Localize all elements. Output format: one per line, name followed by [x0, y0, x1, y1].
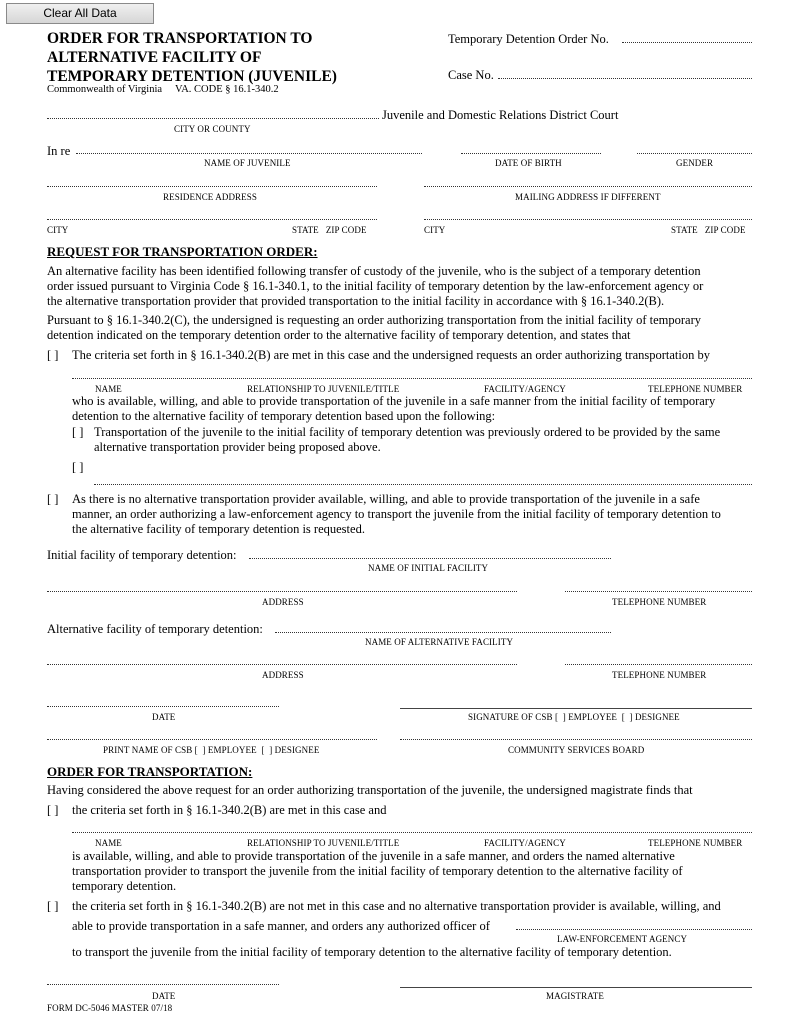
request-p2-line-2: detention indicated on the temporary detention order to the alternative facility of temporary detention, and states that	[47, 328, 631, 342]
order-provider-line-1: is available, willing, and able to provide transportation of the juvenile in a safe manner, and orders the named alternative	[72, 849, 675, 863]
order-provider-facility-caption: FACILITY/AGENCY	[484, 838, 566, 848]
other-basis-field[interactable]	[94, 484, 752, 485]
residence-city-caption: CITY	[47, 225, 69, 235]
criteria-met-text: The criteria set forth in § 16.1-340.2(B) are met in this case and the undersigned requests an order authorizing transportation by	[72, 348, 711, 362]
city-county-field[interactable]	[47, 118, 379, 119]
tdo-number-label: Temporary Detention Order No.	[448, 32, 609, 46]
tdo-number-field[interactable]	[622, 42, 752, 43]
order-criteria-met-text: the criteria set forth in § 16.1-340.2(B) are met in this case and	[72, 803, 387, 817]
request-paragraph-2	[47, 313, 701, 343]
order-provider-relationship-caption: RELATIONSHIP TO JUVENILE/TITLE	[247, 838, 400, 848]
date-of-birth-field[interactable]	[461, 153, 601, 154]
residence-state-zip-caption: STATE ZIP CODE	[292, 225, 367, 235]
magistrate-signature-line[interactable]	[400, 987, 752, 988]
provider-line-1: who is available, willing, and able to provide transportation of the juvenile in a safe manner from the initial facility of temporary	[72, 394, 716, 408]
order-criteria-met-checkbox[interactable]: [ ]	[47, 803, 59, 817]
provider-facility-caption: FACILITY/AGENCY	[484, 384, 566, 394]
order-date-field[interactable]	[47, 984, 279, 985]
residence-address-field[interactable]	[47, 186, 377, 187]
law-enforcement-agency-caption: LAW-ENFORCEMENT AGENCY	[557, 934, 688, 944]
request-date-field[interactable]	[47, 706, 279, 707]
criteria-met-checkbox[interactable]: [ ]	[47, 348, 59, 362]
order-provider-text	[72, 849, 683, 894]
order-provider-line-2: transportation provider to transport the juvenile from the initial facility of temporary detention to the alternative facility of	[72, 864, 683, 878]
other-basis-checkbox[interactable]: [ ]	[72, 460, 84, 474]
mailing-address-caption: MAILING ADDRESS IF DIFFERENT	[515, 192, 661, 202]
case-number-field[interactable]	[498, 78, 752, 79]
community-services-board-caption: COMMUNITY SERVICES BOARD	[508, 745, 645, 755]
request-p1-line-1: An alternative facility has been identified following transfer of custody of the juvenile, who is the subject of a temporary detention	[47, 264, 701, 278]
city-county-caption: CITY OR COUNTY	[174, 124, 251, 134]
order-criteria-not-met-checkbox[interactable]: [ ]	[47, 899, 59, 913]
order-provider-telephone-caption: TELEPHONE NUMBER	[648, 838, 743, 848]
form-number-footer: FORM DC-5046 MASTER 07/18	[47, 1003, 173, 1013]
order-date-caption: DATE	[152, 991, 176, 1001]
alternative-facility-name-caption: NAME OF ALTERNATIVE FACILITY	[365, 637, 514, 647]
mailing-city-caption: CITY	[424, 225, 446, 235]
request-p2-line-1: Pursuant to § 16.1-340.2(C), the undersigned is requesting an order authorizing transportation from the initial facility of temporary	[47, 313, 702, 327]
mailing-city-field[interactable]	[424, 219, 752, 220]
form-title-line-2: ALTERNATIVE FACILITY OF	[47, 49, 262, 66]
request-section-heading: REQUEST FOR TRANSPORTATION ORDER:	[47, 244, 318, 259]
alternative-facility-address-field[interactable]	[47, 664, 517, 665]
no-provider-text	[72, 492, 721, 537]
provider-info-field[interactable]	[72, 378, 752, 379]
gender-caption: GENDER	[676, 158, 714, 168]
previously-ordered-text	[94, 425, 720, 455]
order-criteria-not-met-line-2: able to provide transportation in a safe manner, and orders any authorized officer of	[72, 919, 490, 933]
print-name-field[interactable]	[47, 739, 377, 740]
form-subtitle: Commonwealth of Virginia VA. CODE § 16.1-340.2	[47, 84, 279, 95]
residence-address-caption: RESIDENCE ADDRESS	[163, 192, 257, 202]
order-section-heading: ORDER FOR TRANSPORTATION:	[47, 764, 253, 779]
provider-available-text	[72, 394, 715, 424]
gender-field[interactable]	[637, 153, 752, 154]
alternative-facility-label: Alternative facility of temporary detention:	[47, 622, 263, 636]
request-p1-line-2: order issued pursuant to Virginia Code § 16.1-340.1, to the initial facility of temporary detention by the law-enforcement agency or	[47, 279, 704, 293]
law-enforcement-agency-field[interactable]	[516, 929, 752, 930]
provider-relationship-caption: RELATIONSHIP TO JUVENILE/TITLE	[247, 384, 400, 394]
request-paragraph-1	[47, 264, 703, 309]
print-name-caption: PRINT NAME OF CSB [ ] EMPLOYEE [ ] DESIGNEE	[103, 745, 320, 755]
alternative-facility-address-caption: ADDRESS	[262, 670, 304, 680]
initial-facility-address-field[interactable]	[47, 591, 517, 592]
date-of-birth-caption: DATE OF BIRTH	[495, 158, 562, 168]
initial-facility-label: Initial facility of temporary detention:	[47, 548, 237, 562]
court-name-text: Juvenile and Domestic Relations District Court	[382, 108, 619, 122]
community-services-board-field[interactable]	[400, 739, 752, 740]
request-date-caption: DATE	[152, 712, 176, 722]
initial-facility-name-caption: NAME OF INITIAL FACILITY	[368, 563, 489, 573]
initial-facility-address-caption: ADDRESS	[262, 597, 304, 607]
previously-ordered-checkbox[interactable]: [ ]	[72, 425, 84, 439]
order-provider-name-caption: NAME	[95, 838, 122, 848]
residence-city-field[interactable]	[47, 219, 377, 220]
csb-signature-line[interactable]	[400, 708, 752, 709]
mailing-state-zip-caption: STATE ZIP CODE	[671, 225, 746, 235]
initial-facility-name-field[interactable]	[249, 558, 611, 559]
juvenile-name-caption: NAME OF JUVENILE	[204, 158, 291, 168]
csb-signature-caption: SIGNATURE OF CSB [ ] EMPLOYEE [ ] DESIGNEE	[468, 712, 680, 722]
order-criteria-not-met-line-1: the criteria set forth in § 16.1-340.2(B) are not met in this case and no alternative transportation provider is available, willing, and	[72, 899, 721, 913]
previously-ordered-line-1: Transportation of the juvenile to the initial facility of temporary detention was previously ordered to be provided by the same	[94, 425, 721, 439]
previously-ordered-line-2: alternative transportation provider being proposed above.	[94, 440, 381, 454]
form-title-line-3: TEMPORARY DETENTION (JUVENILE)	[47, 68, 337, 85]
clear-all-data-button[interactable]: Clear All Data	[6, 3, 154, 24]
no-provider-line-1: As there is no alternative transportation provider available, willing, and able to provide transportation of the juvenile in a safe	[72, 492, 700, 506]
mailing-address-field[interactable]	[424, 186, 752, 187]
initial-facility-telephone-caption: TELEPHONE NUMBER	[612, 597, 707, 607]
order-intro-text: Having considered the above request for an order authorizing transportation of the juvenile, the undersigned magistrate finds that	[47, 783, 693, 797]
initial-facility-telephone-field[interactable]	[565, 591, 752, 592]
alternative-facility-telephone-field[interactable]	[565, 664, 752, 665]
order-provider-line-3: temporary detention.	[72, 879, 177, 893]
form-title-line-1: ORDER FOR TRANSPORTATION TO	[47, 30, 313, 47]
order-criteria-not-met-line-3: to transport the juvenile from the initial facility of temporary detention to the alternative facility of temporary detention.	[72, 945, 672, 959]
request-p1-line-3: the alternative transportation provider that provided transportation to the initial facility in accordance with § 16.1-340.2(B).	[47, 294, 665, 308]
no-provider-checkbox[interactable]: [ ]	[47, 492, 59, 506]
provider-name-caption: NAME	[95, 384, 122, 394]
alternative-facility-telephone-caption: TELEPHONE NUMBER	[612, 670, 707, 680]
provider-line-2: detention to the alternative facility of temporary detention based upon the following:	[72, 409, 496, 423]
in-re-label: In re	[47, 144, 71, 158]
order-provider-info-field[interactable]	[72, 832, 752, 833]
alternative-facility-name-field[interactable]	[275, 632, 611, 633]
juvenile-name-field[interactable]	[76, 153, 422, 154]
magistrate-caption: MAGISTRATE	[546, 991, 605, 1001]
case-number-label: Case No.	[448, 68, 494, 82]
no-provider-line-2: manner, an order authorizing a law-enforcement agency to transport the juvenile from the initial facility of temporary detention to	[72, 507, 721, 521]
provider-telephone-caption: TELEPHONE NUMBER	[648, 384, 743, 394]
no-provider-line-3: the alternative facility of temporary detention is requested.	[72, 522, 365, 536]
